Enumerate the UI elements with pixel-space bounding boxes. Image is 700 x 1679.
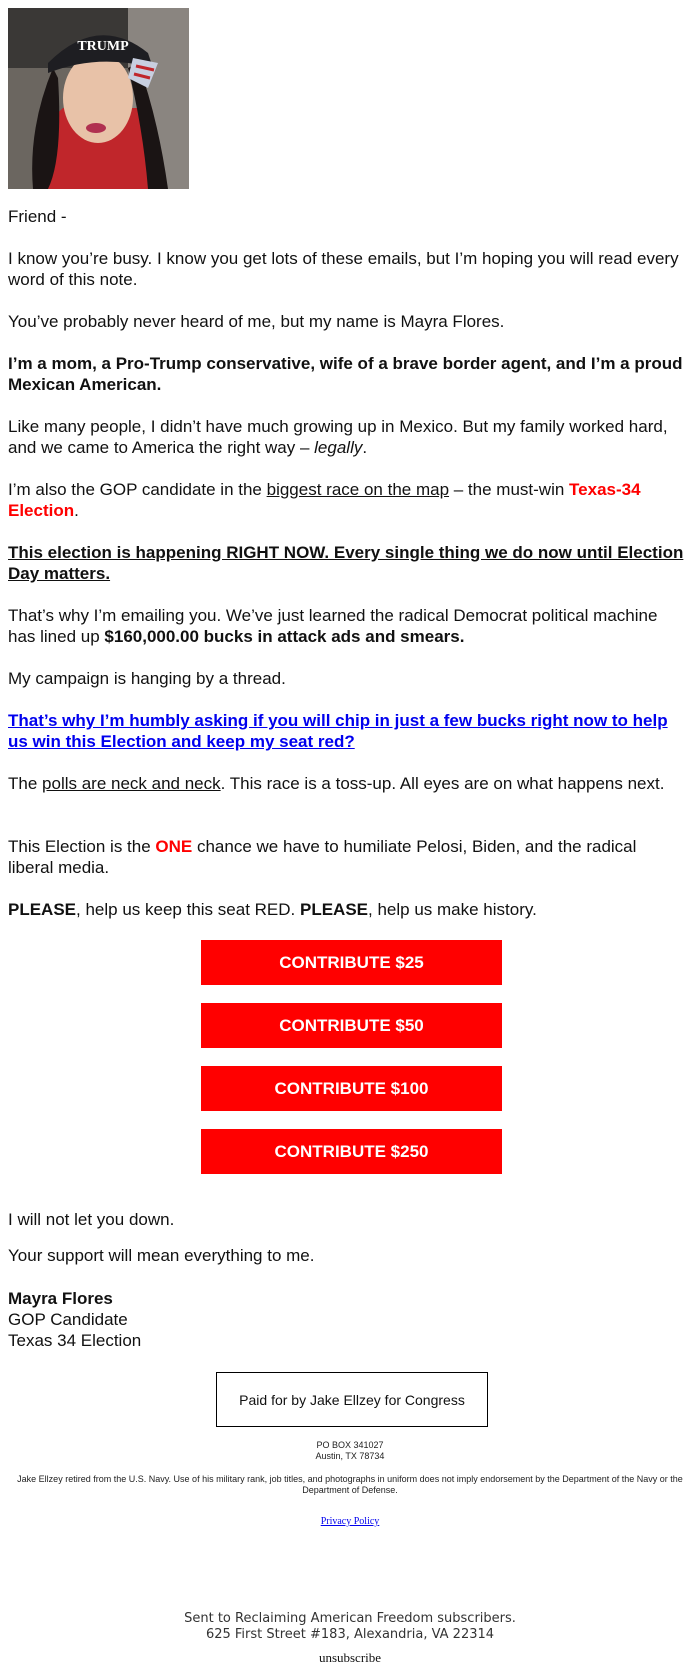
closing-line-1: I will not let you down. bbox=[8, 1210, 175, 1229]
po-box: PO BOX 341027 bbox=[316, 1440, 384, 1450]
privacy-policy-link[interactable]: Privacy Policy bbox=[320, 1516, 380, 1527]
contribute-100-button[interactable]: CONTRIBUTE $100 bbox=[201, 1066, 502, 1111]
paragraph-attack-ads bbox=[8, 605, 684, 647]
background-end: . bbox=[362, 438, 368, 457]
contribute-25-button[interactable]: CONTRIBUTE $25 bbox=[201, 940, 502, 985]
paragraph-one-chance bbox=[8, 836, 684, 878]
signature-race: Texas 34 Election bbox=[8, 1331, 142, 1350]
paragraph-thread: My campaign is hanging by a thread. bbox=[8, 669, 286, 688]
paragraph-please bbox=[8, 899, 684, 920]
contribute-50-button[interactable]: CONTRIBUTE $50 bbox=[201, 1003, 502, 1048]
city-line: Austin, TX 78734 bbox=[315, 1451, 385, 1461]
paragraph-polls bbox=[8, 773, 684, 794]
background-text: Like many people, I didn’t have much growing up in Mexico. But my family worked hard, and we came to America the right way – bbox=[8, 417, 668, 457]
svg-text:TRUMP: TRUMP bbox=[77, 39, 129, 54]
navy-disclaimer: Jake Ellzey retired from the U.S. Navy. Use of his military rank, job titles, and photographs in uniform does not imply endorsement by the Department of the Navy or the Department of Defense. bbox=[17, 1474, 683, 1495]
paragraph-intro: You’ve probably never heard of me, but my name is Mayra Flores. bbox=[8, 312, 505, 331]
paragraph-ask bbox=[8, 710, 684, 752]
paid-for-box bbox=[216, 1372, 488, 1427]
please-text-2: , help us make history. bbox=[368, 900, 537, 919]
paragraph-urgency: This election is happening RIGHT NOW. Every single thing we do now until Election Day matters. bbox=[8, 543, 684, 583]
paragraph-busy: I know you’re busy. I know you get lots of these emails, but I’m hoping you will read every word of this note. bbox=[8, 249, 679, 289]
contribute-250-button[interactable]: CONTRIBUTE $250 bbox=[201, 1129, 502, 1174]
attack-ads-text: That’s why I’m emailing you. We’ve just learned the radical Democrat political machine has lined up bbox=[8, 606, 658, 646]
unsubscribe-link[interactable]: unsubscribe bbox=[318, 1650, 382, 1665]
candidate-photo bbox=[8, 8, 189, 189]
sender-address: 625 First Street #183, Alexandria, VA 22314 bbox=[205, 1627, 495, 1642]
paid-for-text: Paid for by Jake Ellzey for Congress bbox=[239, 1391, 465, 1408]
biggest-race-link[interactable]: biggest race on the map bbox=[266, 480, 450, 499]
please-2: PLEASE bbox=[299, 900, 369, 919]
candidate-photo-icon bbox=[8, 8, 189, 189]
legally-emphasis: legally bbox=[314, 438, 363, 457]
texas-34-highlight: Texas-34 Election bbox=[8, 480, 641, 520]
greeting: Friend - bbox=[8, 207, 67, 226]
please-text-1: , help us keep this seat RED. bbox=[76, 900, 300, 919]
attack-ads-amount: $160,000.00 bucks in attack ads and smears. bbox=[104, 627, 465, 646]
candidate-end: . bbox=[74, 501, 79, 520]
paragraph-candidate bbox=[8, 479, 684, 521]
sent-to-line: Sent to Reclaiming American Freedom subscribers. bbox=[184, 1611, 516, 1626]
please-1: PLEASE bbox=[8, 900, 77, 919]
chip-in-link[interactable]: That’s why I’m humbly asking if you will chip in just a few bucks right now to help us win this Election and keep my seat red? bbox=[8, 711, 668, 751]
polls-text-2: . This race is a toss-up. All eyes are on what happens next. bbox=[220, 774, 665, 793]
one-chance-text-2: chance we have to humiliate Pelosi, Biden, and the radical liberal media. bbox=[8, 837, 637, 877]
polls-link[interactable]: polls are neck and neck bbox=[42, 774, 221, 793]
one-chance-text: This Election is the bbox=[8, 837, 156, 856]
polls-text: The bbox=[8, 774, 43, 793]
closing-line-2: Your support will mean everything to me. bbox=[8, 1246, 315, 1265]
one-highlight: ONE bbox=[155, 837, 193, 856]
candidate-text-2: – the must-win bbox=[449, 480, 570, 499]
candidate-text: I’m also the GOP candidate in the bbox=[8, 480, 267, 499]
paragraph-identity: I’m a mom, a Pro-Trump conservative, wife of a brave border agent, and I’m a proud Mexican American. bbox=[8, 354, 683, 394]
paragraph-background bbox=[8, 416, 684, 458]
signature-name: Mayra Flores bbox=[8, 1289, 113, 1308]
signature-title: GOP Candidate bbox=[8, 1310, 128, 1329]
